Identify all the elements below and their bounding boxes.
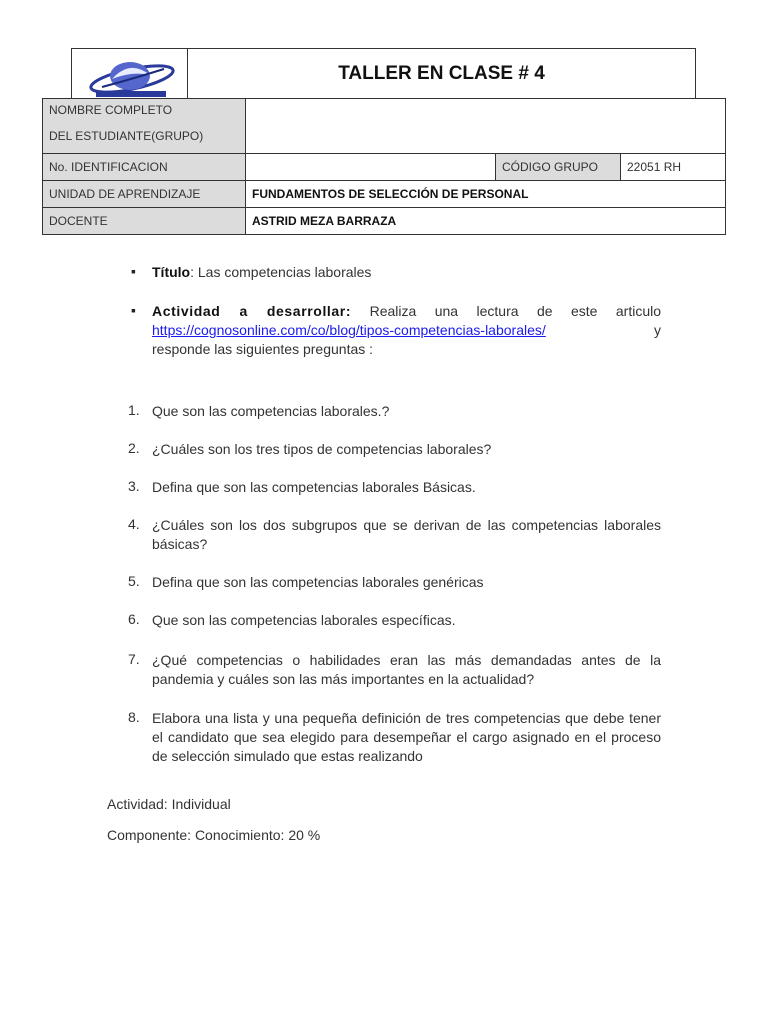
document-header [71,48,696,99]
question-text: Defina que son las competencias laborales Básicas. [152,479,476,495]
page-title: TALLER EN CLASE # 4 [338,62,545,84]
question-text: Que son las competencias laborales específicas. [152,612,456,628]
title-label: Título [152,264,191,280]
name-value-field[interactable] [246,99,726,154]
group-code-value: 22051 RH [621,154,726,181]
article-link[interactable]: https://cognosonline.com/co/blog/tipos-competencias-laborales/ [152,322,546,338]
activity-type: Actividad: Individual [107,796,231,812]
question-number: 4. [128,516,140,532]
unit-label: UNIDAD DE APRENDIZAJE [43,181,246,208]
student-info-table [42,98,726,235]
question-text: Defina que son las competencias laborales genéricas [152,574,484,590]
name-label [43,99,246,154]
id-label: No. IDENTIFICACION [43,154,246,181]
question-number: 2. [128,440,140,456]
question-number: 3. [128,478,140,494]
unit-value: FUNDAMENTOS DE SELECCIÓN DE PERSONAL [246,181,726,208]
teacher-label: DOCENTE [43,208,246,235]
table-row [43,181,726,208]
activity-label: Actividad a desarrollar: [152,303,352,319]
teacher-value: ASTRID MEZA BARRAZA [246,208,726,235]
name-label-line-1: NOMBRE COMPLETO [49,103,173,117]
assignment-title [152,263,661,282]
table-row [43,208,726,235]
question-text: Que son las competencias laborales.? [152,403,390,419]
bullet-icon: ▪ [131,302,136,318]
question-number: 6. [128,611,140,627]
question-text: ¿Qué competencias o habilidades eran las más demandadas antes de la pandemia y cuáles son las más importantes en la actualidad? [152,652,661,687]
activity-line-2 [152,321,661,340]
activity-description [152,302,661,359]
table-row [43,99,726,154]
table-row [43,154,726,181]
title-text: : Las competencias laborales [190,264,372,280]
activity-text-1: Realiza una lectura de este articulo [369,303,662,319]
question-text: ¿Cuáles son los dos subgrupos que se derivan de las competencias laborales básicas? [152,517,661,552]
name-label-line-2: DEL ESTUDIANTE(GRUPO) [49,129,204,143]
question-number: 8. [128,709,140,725]
component-weight: Componente: Conocimiento: 20 % [107,827,321,843]
logo-icon [72,49,187,98]
institution-logo [72,49,188,98]
activity-line-1 [152,302,661,321]
question-number: 1. [128,402,140,418]
bullet-icon: ▪ [131,263,136,279]
title-cell [188,49,695,98]
question-text: Elabora una lista y una pequeña definición de tres competencias que debe tener el candidato que sea elegido para desempeñar el cargo asignado en el proceso de selección simulado que estas realizando [152,710,661,764]
id-value-field[interactable] [246,154,496,181]
question-number: 7. [128,651,140,667]
question-text: ¿Cuáles son los tres tipos de competencias laborales? [152,441,492,457]
question-number: 5. [128,573,140,589]
activity-text-3: responde las siguientes preguntas : [152,341,374,357]
group-code-label: CÓDIGO GRUPO [496,154,621,181]
activity-text-2: y [654,322,661,338]
